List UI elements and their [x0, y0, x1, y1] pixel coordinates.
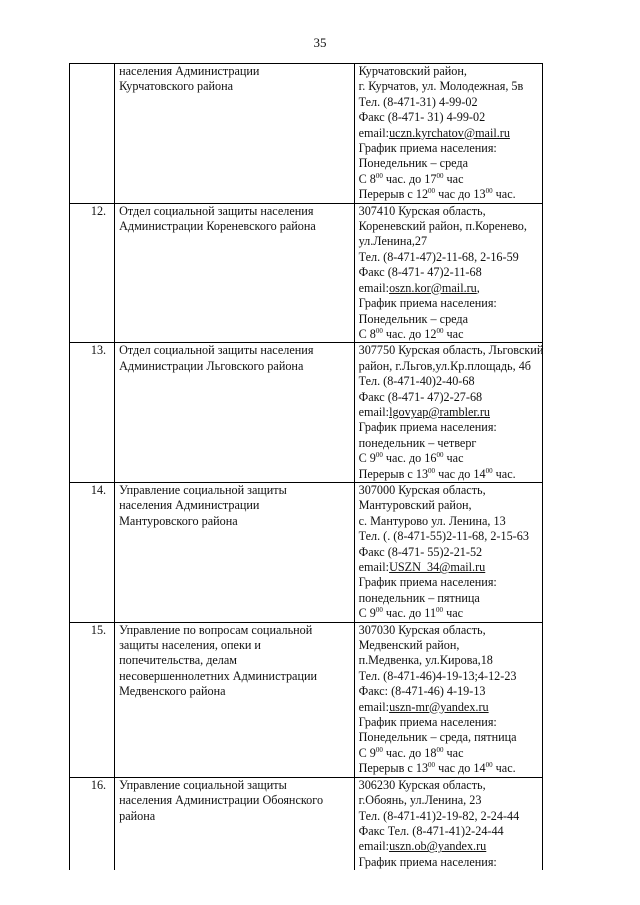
- address-line: Тел. (8-471-41)2-19-82, 2-24-44: [358, 808, 520, 823]
- email-label: email:: [358, 280, 390, 295]
- schedule-title: График приема населения:: [358, 715, 497, 730]
- hours-to: час. до 18: [382, 745, 437, 760]
- office-name-line: Мантуровского района: [119, 513, 238, 528]
- table-row: [70, 203, 543, 343]
- schedule-days: понедельник – четверг: [358, 435, 477, 450]
- hours-unit: час: [443, 451, 464, 466]
- email-line: [359, 560, 539, 575]
- hours-to: час. до 11: [382, 606, 437, 621]
- office-name-line: Управление социальной защиты: [119, 777, 287, 792]
- email-label: email:: [358, 560, 390, 574]
- hours-to: час. до 17: [382, 171, 437, 186]
- schedule-break: [359, 467, 539, 482]
- break-to-minutes: 00: [485, 187, 493, 196]
- hours-unit: час: [443, 171, 464, 186]
- address-line: Факс (8-471- 55)2-21-52: [358, 544, 483, 559]
- break-to: час до 13: [435, 187, 486, 202]
- schedule-title: График приема населения:: [358, 854, 497, 869]
- break-unit: час.: [492, 466, 516, 481]
- address-line: Тел. (. (8-471-55)2-11-68, 2-15-63: [358, 529, 529, 544]
- email-line: [359, 839, 539, 854]
- schedule-days: Понедельник – среда, пятница: [358, 730, 517, 745]
- break-to: час до 14: [435, 466, 486, 481]
- schedule-break: [359, 187, 539, 202]
- address-line: Факс: (8-471-46) 4-19-13: [358, 684, 486, 699]
- office-name-cell: [115, 777, 355, 870]
- email-label: email:: [358, 125, 390, 140]
- hours-from-minutes: 00: [375, 171, 383, 180]
- row-number-cell: [70, 622, 115, 777]
- email-link[interactable]: lgovyap@rambler.ru: [389, 404, 490, 419]
- hours-to: час. до 16: [382, 451, 437, 466]
- break-from-minutes: 00: [428, 761, 436, 770]
- email-line: [359, 700, 539, 715]
- hours-from: С 8: [358, 326, 376, 341]
- offices-table: [69, 63, 543, 870]
- office-name-line: Отдел социальной защиты населения: [119, 343, 314, 358]
- hours-unit: час: [443, 606, 464, 621]
- hours-unit: час: [443, 326, 464, 341]
- email-line: [359, 126, 539, 141]
- break-to-minutes: 00: [485, 761, 493, 770]
- address-line: Тел. (8-471-31) 4-99-02: [358, 94, 478, 109]
- office-name-cell: [115, 203, 355, 343]
- office-name-line: района: [119, 808, 156, 823]
- schedule-hours: [359, 327, 539, 342]
- address-line: Тел. (8-471-47)2-11-68, 2-16-59: [358, 249, 519, 264]
- address-line: Факс (8-471- 47)2-27-68: [358, 389, 483, 404]
- office-name-line: населения Администрации Обоянского: [119, 793, 324, 808]
- office-name-line: Управление по вопросам социальной: [119, 622, 313, 637]
- break-unit: час.: [492, 761, 516, 776]
- address-line: Мантуровский район,: [358, 498, 472, 513]
- row-number: 14.: [90, 482, 107, 497]
- office-contacts-cell: [354, 482, 542, 622]
- schedule-hours: [359, 451, 539, 466]
- schedule-hours: [359, 606, 539, 621]
- row-number-cell: [70, 64, 115, 204]
- break-from-minutes: 00: [428, 466, 436, 475]
- schedule-days: Понедельник – среда: [358, 311, 469, 326]
- address-line: Медвенский район,: [358, 638, 460, 653]
- email-link[interactable]: oszn.kor@mail.ru: [389, 280, 477, 295]
- address-line: 307000 Курская область,: [358, 482, 486, 497]
- address-line: п.Медвенка, ул.Кирова,18: [358, 653, 493, 668]
- office-name-line: Администрации Льговского района: [119, 358, 304, 373]
- schedule-title: График приема населения:: [358, 141, 497, 156]
- address-line: Факс Тел. (8-471-41)2-24-44: [358, 823, 504, 838]
- hours-from: С 8: [358, 171, 376, 186]
- hours-to-minutes: 00: [436, 451, 444, 460]
- row-number: 16.: [90, 777, 107, 792]
- row-number-cell: [70, 343, 115, 483]
- address-line: Кореневский район, п.Коренево,: [358, 219, 527, 234]
- hours-from-minutes: 00: [375, 326, 383, 335]
- hours-from-minutes: 00: [375, 451, 383, 460]
- schedule-days: понедельник – пятница: [358, 590, 480, 605]
- hours-to: час. до 12: [382, 326, 437, 341]
- break-to: час до 14: [435, 761, 486, 776]
- office-name-cell: [115, 622, 355, 777]
- break-from: Перерыв с 13: [358, 761, 429, 776]
- row-number-cell: [70, 482, 115, 622]
- office-name-line: Отдел социальной защиты населения: [119, 203, 314, 218]
- row-number: 15.: [90, 622, 107, 637]
- email-line: [359, 281, 539, 296]
- email-link[interactable]: uszn-mr@yandex.ru: [389, 699, 489, 714]
- break-to-minutes: 00: [485, 466, 493, 475]
- address-line: 307410 Курская область,: [358, 203, 486, 218]
- hours-unit: час: [443, 745, 464, 760]
- hours-from: С 9: [358, 451, 376, 466]
- office-name-line: Медвенского района: [119, 684, 226, 699]
- table-row: [70, 343, 543, 483]
- email-suffix: ,: [476, 280, 480, 295]
- hours-from-minutes: 00: [375, 745, 383, 754]
- schedule-title: График приема населения:: [358, 575, 497, 590]
- schedule-title: График приема населения:: [358, 420, 497, 435]
- schedule-hours: [359, 746, 539, 761]
- address-line: ул.Ленина,27: [358, 234, 428, 249]
- break-from: Перерыв с 12: [358, 187, 429, 202]
- address-line: Тел. (8-471-40)2-40-68: [358, 374, 475, 389]
- office-name-line: защиты населения, опеки и: [119, 638, 261, 653]
- office-name-line: несовершеннолетних Администрации: [119, 668, 318, 683]
- office-contacts-cell: [354, 777, 542, 870]
- address-line: 307750 Курская область, Льговский: [358, 343, 544, 358]
- email-link[interactable]: uszn.ob@yandex.ru: [389, 839, 487, 854]
- hours-to-minutes: 00: [436, 606, 444, 615]
- row-number-cell: [70, 203, 115, 343]
- office-name-line: Администрации Кореневского района: [119, 219, 316, 234]
- email-label: email:: [358, 699, 390, 714]
- email-link[interactable]: USZN_34@mail.ru: [389, 560, 486, 574]
- office-name-line: Управление социальной защиты: [119, 482, 287, 497]
- row-number: 13.: [90, 343, 107, 358]
- break-unit: час.: [492, 187, 516, 202]
- address-line: Факс (8-471- 31) 4-99-02: [358, 110, 486, 125]
- offices-table-body: [70, 64, 543, 871]
- hours-to-minutes: 00: [436, 745, 444, 754]
- hours-from: С 9: [358, 606, 376, 621]
- office-name-cell: [115, 64, 355, 204]
- schedule-hours: [359, 172, 539, 187]
- page-number: 35: [313, 35, 327, 50]
- address-line: г. Курчатов, ул. Молодежная, 5в: [358, 79, 524, 94]
- address-line: Факс (8-471- 47)2-11-68: [358, 265, 482, 280]
- address-line: Курчатовский район,: [358, 64, 467, 78]
- office-name-line: попечительства, делам: [119, 653, 238, 668]
- table-row: [70, 777, 543, 870]
- address-line: с. Мантурово ул. Ленина, 13: [358, 513, 506, 528]
- break-from-minutes: 00: [428, 187, 436, 196]
- email-line: [359, 405, 539, 420]
- email-label: email:: [358, 404, 390, 419]
- address-line: Тел. (8-471-46)4-19-13;4-12-23: [358, 668, 517, 683]
- office-name-line: населения Администрации: [119, 498, 260, 513]
- schedule-days: Понедельник – среда: [358, 156, 469, 171]
- table-row: [70, 64, 543, 204]
- hours-to-minutes: 00: [436, 171, 444, 180]
- hours-to-minutes: 00: [436, 326, 444, 335]
- office-contacts-cell: [354, 343, 542, 483]
- hours-from: С 9: [358, 745, 376, 760]
- office-name-line: Курчатовского района: [119, 79, 234, 94]
- address-line: 306230 Курская область,: [358, 777, 486, 792]
- address-line: район, г.Льгов,ул.Кр.площадь, 4б: [358, 358, 532, 373]
- office-contacts-cell: [354, 64, 542, 204]
- office-contacts-cell: [354, 203, 542, 343]
- email-link[interactable]: uczn.kyrchatov@mail.ru: [389, 125, 510, 140]
- hours-from-minutes: 00: [375, 606, 383, 615]
- row-number-cell: [70, 777, 115, 870]
- address-line: 307030 Курская область,: [358, 622, 486, 637]
- office-contacts-cell: [354, 622, 542, 777]
- address-line: г.Обоянь, ул.Ленина, 23: [358, 793, 482, 808]
- schedule-title: График приема населения:: [358, 296, 497, 311]
- table-row: [70, 622, 543, 777]
- row-number: 12.: [90, 203, 107, 218]
- break-from: Перерыв с 13: [358, 466, 429, 481]
- table-row: [70, 482, 543, 622]
- schedule-break: [359, 761, 539, 776]
- office-name-cell: [115, 482, 355, 622]
- office-name-cell: [115, 343, 355, 483]
- office-name-line: населения Администрации: [119, 64, 260, 78]
- email-label: email:: [358, 839, 390, 854]
